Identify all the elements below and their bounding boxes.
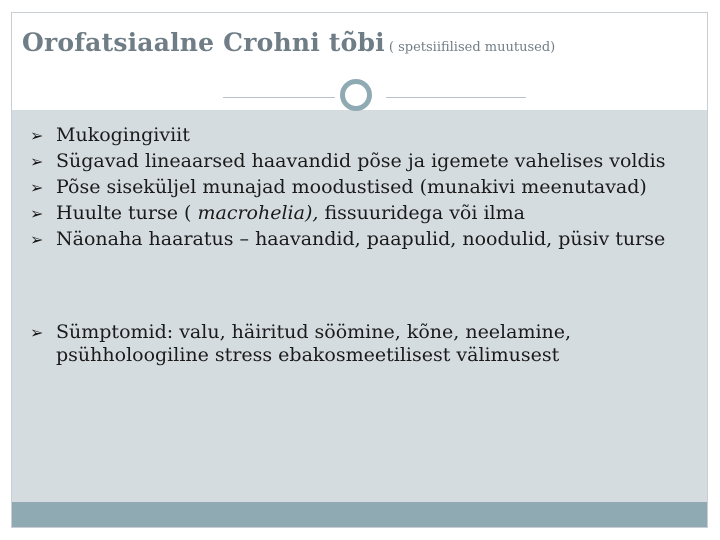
bullet-text-post: fissuuridega või ilma	[318, 202, 525, 224]
bullet-text-emphasis: macrohelia),	[197, 202, 319, 224]
bullet-text-pre: Huulte turse (	[56, 202, 198, 224]
title-main: Orofatsiaalne Crohni tõbi	[22, 28, 385, 57]
bullet-list	[30, 124, 690, 370]
bullet-item	[30, 202, 690, 225]
bullet-item-symptoms	[30, 321, 690, 367]
bullet-text: Näonaha haaratus – haavandid, paapulid, noodulid, püsiv turse	[56, 228, 666, 250]
ring-ornament-icon	[340, 79, 372, 111]
slide-title	[22, 28, 555, 57]
arrowhead-bullet-icon: ➢	[30, 204, 44, 223]
arrowhead-bullet-icon: ➢	[30, 152, 44, 171]
bullet-text: Sügavad lineaarsed haavandid põse ja igemete vahelises voldis	[56, 150, 666, 172]
bullet-item	[30, 228, 690, 251]
title-subtitle: ( spetsiifilised muutused)	[388, 40, 556, 55]
arrowhead-bullet-icon: ➢	[30, 230, 44, 249]
arrowhead-bullet-icon: ➢	[30, 323, 44, 342]
divider-line-right	[386, 97, 526, 98]
bullet-item	[30, 124, 690, 147]
bullet-item	[30, 150, 690, 173]
divider-line-left	[223, 97, 335, 98]
bullet-text: Põse siseküljel munajad moodustised (munakivi meenutavad)	[56, 176, 647, 198]
arrowhead-bullet-icon: ➢	[30, 126, 44, 145]
bullet-text: Mukogingiviit	[56, 124, 190, 146]
arrowhead-bullet-icon: ➢	[30, 178, 44, 197]
bullet-item	[30, 176, 690, 199]
bullet-text: Sümptomid: valu, häiritud söömine, kõne, neelamine, psühholoogiline stress ebakosmeetilisest välimusest	[56, 321, 572, 366]
